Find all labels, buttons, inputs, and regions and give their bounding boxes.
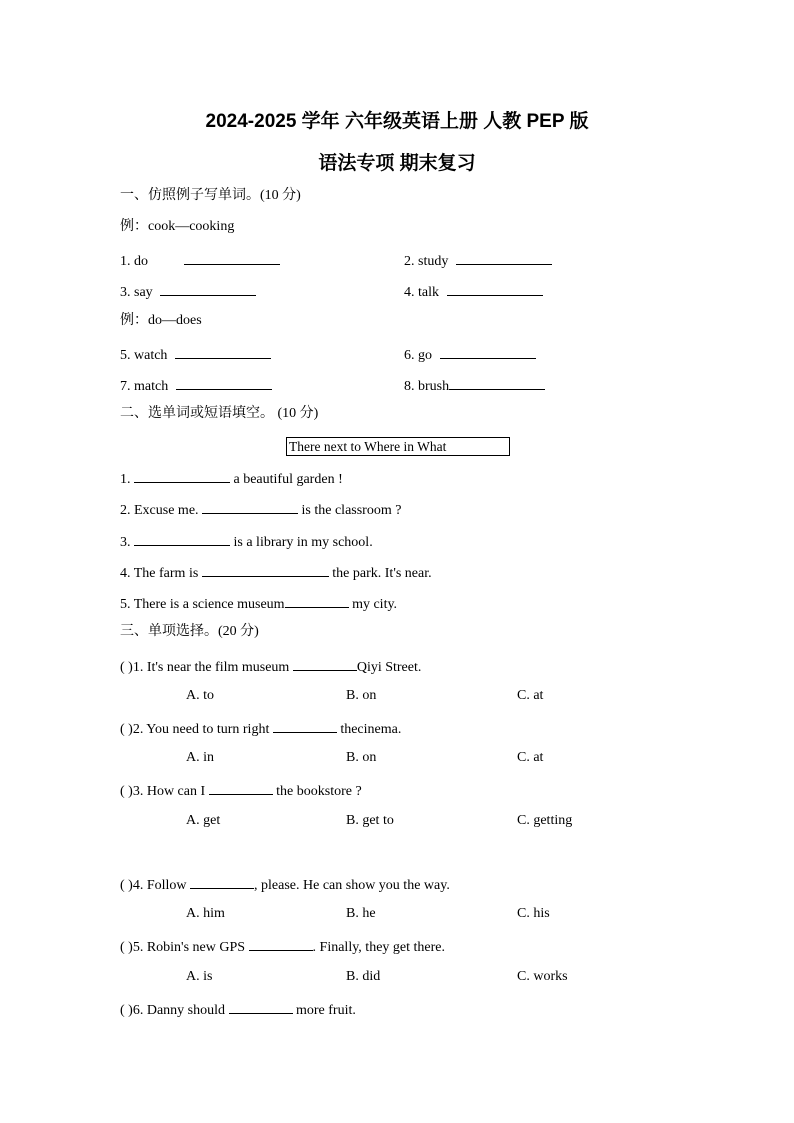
s3-q5-option-b[interactable]: B. did — [346, 969, 381, 984]
s3-q2-pre: 2. You need to turn right — [132, 722, 270, 737]
s1-q3-blank[interactable] — [160, 281, 256, 296]
s3-q2-post: thecinema. — [340, 722, 402, 737]
section3-heading: 三、单项选择。(20 分) — [120, 624, 259, 639]
s3-q3-pre: 3. How can I — [132, 784, 206, 799]
s3-q5-pre: 5. Robin's new GPS — [132, 940, 246, 955]
s3-q4-paren[interactable]: ( ) — [120, 878, 133, 893]
s3-q1 — [120, 656, 421, 677]
s2-q1 — [120, 468, 343, 489]
s2-q4-blank[interactable] — [202, 562, 329, 577]
s1-q1-label: 1. do — [120, 254, 148, 269]
section1-example1: 例：cook—cooking — [120, 219, 235, 234]
s3-q5-paren[interactable]: ( ) — [120, 940, 133, 955]
s3-q2-option-a[interactable]: A. in — [186, 750, 214, 765]
s1-q5 — [120, 344, 271, 365]
section1-heading: 一、仿照例子写单词。(10 分) — [120, 188, 301, 203]
s2-q4-post: the park. It's near. — [332, 566, 432, 581]
s3-q5-blank[interactable] — [249, 936, 313, 951]
page-title: 2024-2025 学年 六年级英语上册 人教 PEP 版 — [205, 111, 589, 132]
s3-q1-pre: 1. It's near the film museum — [132, 660, 290, 675]
s3-q4-pre: 4. Follow — [132, 878, 187, 893]
s3-q4-option-c[interactable]: C. his — [517, 906, 550, 921]
s3-q6-post: more fruit. — [296, 1003, 356, 1018]
s1-q7 — [120, 375, 272, 396]
word-bank-box: There next to Where in What — [286, 437, 510, 456]
s2-q3-blank[interactable] — [134, 531, 230, 546]
s1-q5-label: 5. watch — [120, 348, 168, 363]
s3-q3-option-a[interactable]: A. get — [186, 813, 221, 828]
s1-q3-label: 3. say — [120, 285, 153, 300]
page-subtitle: 语法专项 期末复习 — [318, 153, 476, 174]
s3-q6-blank[interactable] — [229, 999, 293, 1014]
s2-q1-blank[interactable] — [134, 468, 230, 483]
s3-q4-option-a[interactable]: A. him — [186, 906, 225, 921]
s3-q1-paren[interactable]: ( ) — [120, 660, 133, 675]
s2-q4-pre: 4. The farm is — [120, 566, 199, 581]
s1-q6-blank[interactable] — [440, 344, 536, 359]
s1-q2 — [404, 250, 552, 271]
s3-q2-paren[interactable]: ( ) — [120, 722, 133, 737]
s1-q4-blank[interactable] — [447, 281, 543, 296]
s1-q8-blank[interactable] — [449, 375, 545, 390]
s2-q3-post: is a library in my school. — [233, 535, 373, 550]
s2-q1-pre: 1. — [120, 472, 131, 487]
s3-q4 — [120, 874, 450, 895]
s3-q2-blank[interactable] — [273, 718, 337, 733]
s3-q2 — [120, 718, 401, 739]
s1-q2-label: 2. study — [404, 254, 449, 269]
s1-q6-label: 6. go — [404, 348, 432, 363]
s3-q1-option-a[interactable]: A. to — [186, 688, 214, 703]
s3-q1-post: Qiyi Street. — [356, 660, 422, 675]
s3-q4-option-b[interactable]: B. he — [346, 906, 376, 921]
s3-q3 — [120, 780, 362, 801]
s2-q5-post: my city. — [352, 597, 398, 612]
s1-q4 — [404, 281, 543, 302]
s3-q5-option-a[interactable]: A. is — [186, 969, 213, 984]
s3-q4-blank[interactable] — [190, 874, 254, 889]
s2-q2-blank[interactable] — [202, 499, 298, 514]
s3-q3-option-c[interactable]: C. getting — [517, 813, 573, 828]
s2-q5-pre: 5. There is a science museum — [120, 597, 285, 612]
s3-q1-option-c[interactable]: C. at — [517, 688, 544, 703]
s1-q8-label: 8. brush — [404, 379, 450, 394]
s1-q8 — [404, 375, 545, 396]
s2-q2 — [120, 499, 401, 520]
s1-q7-blank[interactable] — [176, 375, 272, 390]
s3-q5 — [120, 936, 445, 957]
s2-q5-blank[interactable] — [285, 593, 349, 608]
s2-q1-post: a beautiful garden ! — [233, 472, 343, 487]
s3-q6 — [120, 999, 356, 1020]
s2-q2-pre: 2. Excuse me. — [120, 503, 199, 518]
s3-q3-option-b[interactable]: B. get to — [346, 813, 394, 828]
s3-q5-post: . Finally, they get there. — [312, 940, 445, 955]
s3-q3-blank[interactable] — [209, 780, 273, 795]
s3-q1-option-b[interactable]: B. on — [346, 688, 377, 703]
s2-q4 — [120, 562, 432, 583]
s3-q1-blank[interactable] — [293, 656, 357, 671]
s1-q6 — [404, 344, 536, 365]
s1-q1-blank[interactable] — [184, 250, 280, 265]
s3-q6-pre: 6. Danny should — [132, 1003, 225, 1018]
s1-q3 — [120, 281, 256, 302]
section2-heading: 二、选单词或短语填空。 (10 分) — [120, 406, 319, 421]
s2-q3-pre: 3. — [120, 535, 131, 550]
s3-q2-option-b[interactable]: B. on — [346, 750, 377, 765]
s3-q5-option-c[interactable]: C. works — [517, 969, 568, 984]
section1-example2: 例：do—does — [120, 313, 202, 328]
s1-q7-label: 7. match — [120, 379, 169, 394]
s2-q3 — [120, 531, 373, 552]
s1-q1 — [120, 250, 280, 271]
s3-q3-post: the bookstore ? — [276, 784, 362, 799]
s1-q5-blank[interactable] — [175, 344, 271, 359]
s2-q2-post: is the classroom ? — [301, 503, 402, 518]
s1-q2-blank[interactable] — [456, 250, 552, 265]
s3-q3-paren[interactable]: ( ) — [120, 784, 133, 799]
s3-q2-option-c[interactable]: C. at — [517, 750, 544, 765]
s2-q5 — [120, 593, 397, 614]
s3-q4-post: , please. He can show you the way. — [254, 878, 450, 893]
s3-q6-paren[interactable]: ( ) — [120, 1003, 133, 1018]
s1-q4-label: 4. talk — [404, 285, 439, 300]
